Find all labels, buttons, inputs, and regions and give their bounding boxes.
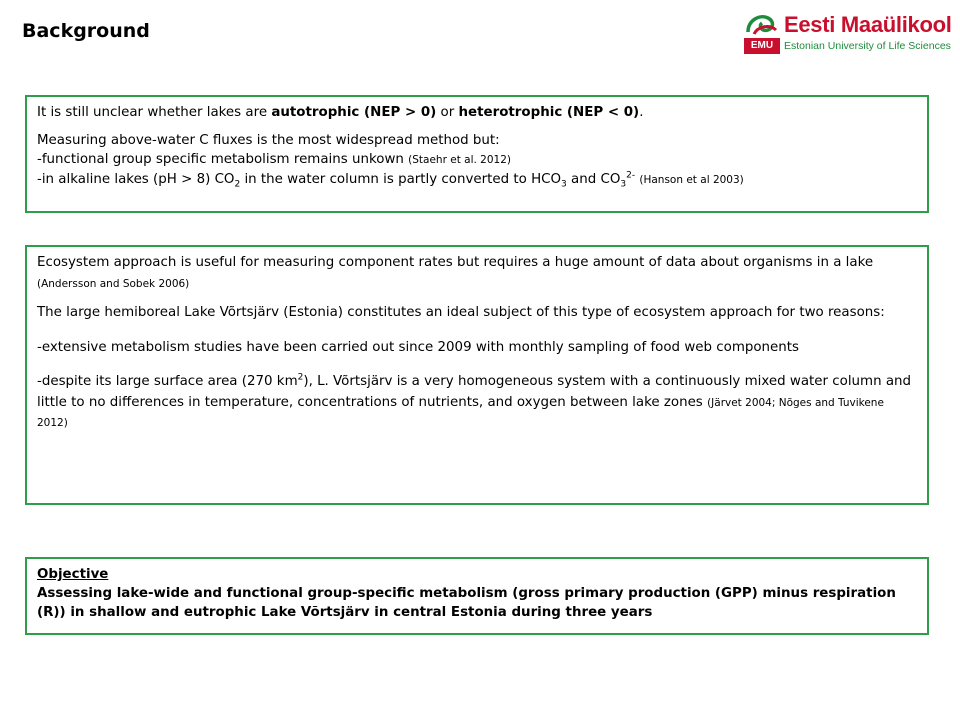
background-box-1 (25, 95, 929, 213)
citation: (Hanson et al 2003) (639, 174, 744, 186)
lake-subject-text: The large hemiboreal Lake Võrtsjärv (Estonia) constitutes an ideal subject of this type of ecosystem approach for two reasons: (37, 305, 885, 320)
reason-1: -extensive metabolism studies have been carried out since 2009 with monthly sampling of food web components (37, 339, 799, 355)
citation: (Andersson and Sobek 2006) (37, 277, 190, 290)
limitation-2: -in alkaline lakes (pH > 8) $CO_2$ in the water column is partly converted to $HCO_3$ and $CO_3^{2-}$ (Hanson et al 2003) (37, 170, 744, 190)
background-box-2 (25, 245, 929, 505)
unclear-statement: It is still unclear whether lakes are autotrophic (NEP > 0) or heterotrophic (NEP < 0). (37, 105, 644, 120)
citation: (Järvet 2004; Nõges and Tuvikene 2012) (37, 396, 884, 429)
method-statement: Measuring above-water C fluxes is the most widespread method but: (37, 133, 500, 148)
ecosystem-approach-text: Ecosystem approach is useful for measuring component rates but requires a huge amount of data about organisms in a lake (Andersson and Sobek 2006) (37, 255, 874, 290)
limitation-1: -functional group specific metabolism remains unkown (Staehr et al. 2012) (37, 152, 511, 167)
page-title: Background (22, 20, 150, 42)
objective-heading: Objective (37, 567, 109, 582)
reason-2: -despite its large surface area (270 $km^2$), L. Võrtsjärv is a very homogeneous system with a continuously mixed water column and little to no differences in temperature, concentrations of nutrients, and oxygen between lake zones (Järvet 2004; Nõges and Tuvikene 2012) (37, 372, 912, 429)
logo-name: Eesti Maaülikool (784, 12, 952, 37)
logo-subtitle: Estonian University of Life Sciences (784, 40, 951, 52)
objective-box (25, 557, 929, 635)
citation: (Staehr et al. 2012) (408, 154, 511, 166)
logo-emblem-icon (744, 12, 780, 38)
logo-emu-mark: EMU (744, 38, 780, 54)
university-logo (744, 12, 954, 58)
objective-text: Assessing lake-wide and functional group-specific metabolism (gross primary production (GPP) minus respiration (R)) in shallow and eutrophic Lake Võrtsjärv in central Estonia during three years (37, 586, 896, 620)
